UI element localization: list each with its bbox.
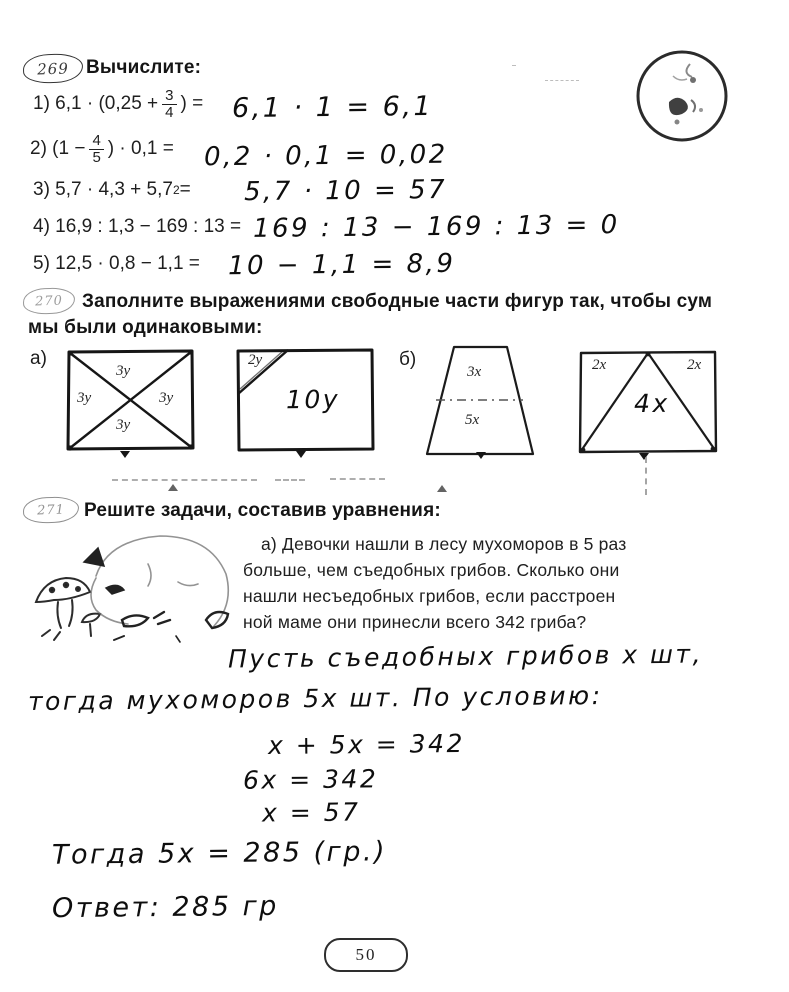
print-dash-mark bbox=[645, 457, 647, 495]
task-text bbox=[243, 531, 788, 635]
region-label: 3у bbox=[116, 363, 131, 379]
region-label: 3у bbox=[159, 390, 174, 406]
handwritten-equation: 6х = 342 bbox=[242, 764, 379, 795]
region-label: 3у bbox=[77, 390, 92, 406]
arrow-mark bbox=[476, 452, 486, 459]
handwritten-equation: х = 57 bbox=[261, 797, 361, 828]
handwritten-answer-line: Ответ: 285 гр bbox=[51, 890, 280, 925]
problem-title: Вычислите: bbox=[86, 57, 202, 78]
task-text-line: больше, чем съедобных грибов. Сколько они bbox=[243, 560, 620, 580]
figure-square-corner bbox=[234, 347, 376, 453]
mushroom-illustration bbox=[28, 524, 242, 648]
figure-square-diagonals bbox=[64, 347, 196, 453]
problem-title: Заполните выражениями свободные части фигур так, чтобы сум bbox=[82, 291, 713, 312]
arrow-mark bbox=[120, 451, 130, 458]
problem-number-badge: 271 bbox=[23, 496, 80, 524]
handwritten-solution-line: Тогда 5х = 285 (гр.) bbox=[51, 836, 388, 871]
problem-number-badge: 270 bbox=[23, 287, 76, 315]
handwritten-equation: х + 5х = 342 bbox=[267, 728, 466, 761]
region-label: 3х bbox=[467, 364, 482, 380]
handwritten-region-answer: 10у bbox=[285, 384, 341, 415]
region-label: 5х bbox=[465, 412, 480, 428]
figure-square-triangle bbox=[577, 349, 719, 455]
handwritten-answer: 0,2 · 0,1 = 0,02 bbox=[203, 139, 448, 173]
printed-expression: ) = bbox=[180, 93, 204, 115]
fraction: $\frac{4}{5}$ bbox=[89, 133, 103, 166]
problem-title: Решите задачи, составив уравнения: bbox=[84, 500, 441, 521]
printed-expression: 3) 5,7 · 4,3 + 5,7 bbox=[33, 179, 173, 200]
handwritten-solution-line: тогда мухоморов 5х шт. По условию: bbox=[27, 680, 603, 717]
figure-trapezoid bbox=[424, 344, 536, 458]
exercise-line bbox=[30, 133, 174, 166]
handwritten-answer: 6,1 · 1 = 6,1 bbox=[231, 90, 434, 125]
print-dash-mark bbox=[330, 478, 385, 480]
problem-title: мы были одинаковыми: bbox=[28, 317, 263, 338]
handwritten-answer: 169 : 13 − 169 : 13 = 0 bbox=[252, 210, 620, 244]
printed-expression: 1) 6,1 · (0,25 + bbox=[33, 93, 159, 115]
problem-number-badge: 269 bbox=[23, 53, 84, 84]
task-text-line: а) Девочки нашли в лесу мухоморов в 5 раз bbox=[261, 534, 627, 554]
exercise-line: 4) 16,9 : 1,3 − 169 : 13 = bbox=[33, 216, 242, 237]
printed-expression: ) · 0,1 = bbox=[107, 138, 174, 160]
group-b-label: б) bbox=[399, 349, 417, 370]
handwritten-answer: 5,7 · 10 = 57 bbox=[243, 174, 448, 208]
region-label: 3у bbox=[116, 417, 131, 433]
exercise-line: 5) 12,5 · 0,8 − 1,1 = bbox=[33, 253, 200, 274]
handwritten-solution-line: Пусть съедобных грибов х шт, bbox=[227, 639, 704, 674]
exercise-line bbox=[33, 88, 203, 121]
handwritten-region-answer: 4х bbox=[633, 388, 670, 419]
exercise-line: 3) 5,7 · 4,3 + 5,7 2 = bbox=[33, 179, 191, 200]
print-triangle-mark bbox=[168, 484, 178, 491]
page-number-badge: 50 bbox=[324, 938, 408, 972]
print-triangle-mark bbox=[437, 485, 447, 492]
group-a-label: а) bbox=[30, 348, 47, 369]
region-label: 2х bbox=[592, 357, 607, 373]
printed-expression: = bbox=[179, 179, 191, 200]
print-speck bbox=[512, 65, 516, 66]
print-dash-mark bbox=[275, 479, 305, 481]
round-stamp-icon bbox=[633, 46, 733, 146]
arrow-mark bbox=[296, 451, 306, 458]
printed-expression: 2) (1 − bbox=[30, 138, 86, 160]
region-label: 2у bbox=[248, 352, 263, 368]
task-text-line: нашли несъедобных грибов, если расстроен bbox=[243, 586, 616, 606]
arrow-mark bbox=[639, 453, 649, 460]
handwritten-answer: 10 − 1,1 = 8,9 bbox=[227, 248, 456, 282]
print-speck bbox=[545, 80, 579, 81]
fraction: $\frac{3}{4}$ bbox=[162, 88, 176, 121]
trapezoid-shape bbox=[424, 344, 536, 458]
region-label: 2х bbox=[687, 357, 702, 373]
print-dash-mark bbox=[112, 479, 257, 481]
task-text-line: ной маме они принесли всего 342 гриба? bbox=[243, 612, 587, 632]
